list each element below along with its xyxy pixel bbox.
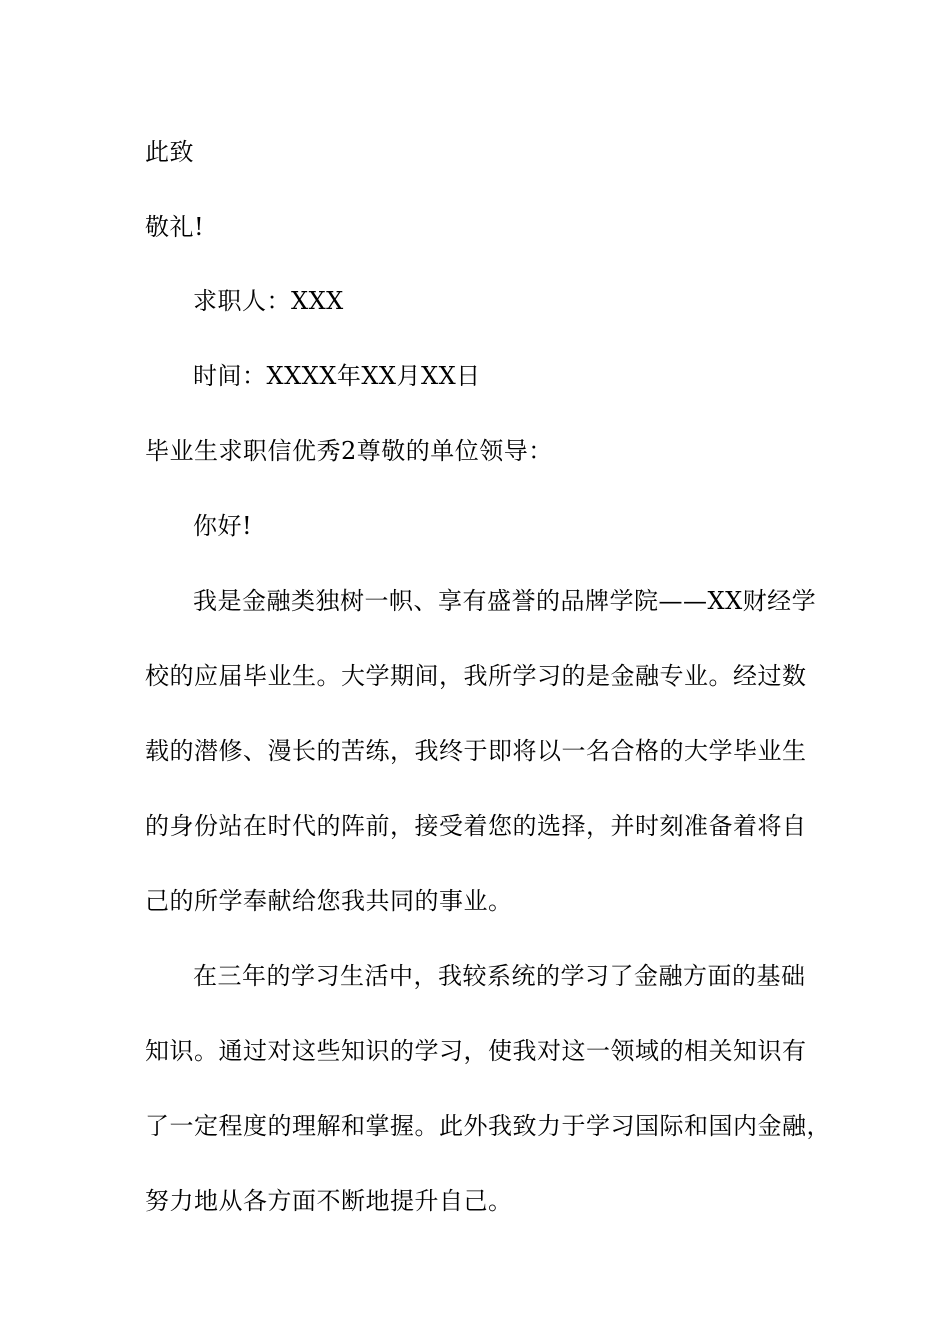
paragraph1-line-5: 己的所学奉献给您我共同的事业。: [145, 887, 513, 915]
letter-greeting: 你好!: [193, 512, 253, 540]
paragraph2-line-4: 努力地从各方面不断地提升自己。: [145, 1187, 513, 1215]
paragraph2-line-2: 知识。通过对这些知识的学习，使我对这一领域的相关知识有: [145, 1037, 807, 1065]
letter-title-salutation: 毕业生求职信优秀2尊敬的单位领导：: [145, 437, 553, 465]
paragraph2-line-3: 了一定程度的理解和掌握。此外我致力于学习国际和国内金融，: [145, 1112, 831, 1140]
signature-date: 时间：XXXX年XX月XX日: [193, 362, 481, 390]
paragraph1-line-3: 载的潜修、漫长的苦练，我终于即将以一名合格的大学毕业生: [145, 737, 807, 765]
closing-line-1: 此致: [145, 138, 194, 166]
paragraph2-line-1: 在三年的学习生活中，我较系统的学习了金融方面的基础: [193, 962, 806, 990]
paragraph1-line-2: 校的应届毕业生。大学期间，我所学习的是金融专业。经过数: [145, 662, 807, 690]
paragraph1-line-4: 的身份站在时代的阵前，接受着您的选择，并时刻准备着将自: [145, 812, 807, 840]
applicant-signature: 求职人：XXX: [193, 287, 344, 315]
closing-line-2: 敬礼!: [145, 213, 205, 241]
paragraph1-line-1: 我是金融类独树一帜、享有盛誉的品牌学院——XX财经学: [193, 587, 817, 615]
